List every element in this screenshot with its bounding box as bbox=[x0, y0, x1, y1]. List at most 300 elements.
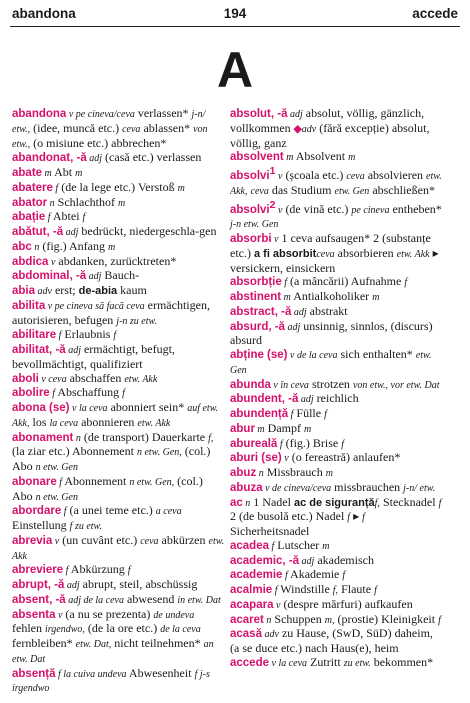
dictionary-entry bbox=[12, 269, 225, 284]
dictionary-entry bbox=[230, 613, 443, 628]
headword: abureală bbox=[230, 437, 278, 450]
translation: reichlich bbox=[313, 391, 359, 406]
headword: abandona bbox=[12, 108, 67, 120]
grammar-note: von etw., bbox=[12, 123, 208, 150]
headword: abrupt, -ă bbox=[12, 579, 65, 591]
headword: abundență bbox=[230, 408, 289, 420]
headword: abundent, -ă bbox=[230, 393, 299, 406]
translation: entheben* bbox=[389, 201, 442, 216]
dictionary-entry bbox=[230, 539, 443, 554]
grammar-note: m bbox=[372, 292, 380, 303]
grammar-note: n bbox=[242, 497, 251, 509]
translation: Abt bbox=[51, 165, 76, 179]
translation: abrupt, steil, abschüssig bbox=[79, 577, 198, 591]
dictionary-entry bbox=[12, 475, 225, 505]
translation: Bauch- bbox=[101, 268, 140, 283]
dictionary-entry bbox=[230, 437, 443, 452]
headword: abație bbox=[12, 211, 46, 224]
translation: (prostie) Kleinigkeit bbox=[334, 611, 439, 626]
dictionary-entry bbox=[12, 107, 225, 151]
translation: fernbleiben* bbox=[12, 636, 76, 650]
translation: abschaffen bbox=[66, 370, 125, 385]
translation: erst; bbox=[51, 283, 79, 297]
dictionary-entry bbox=[12, 166, 225, 181]
grammar-note: ceva bbox=[346, 171, 365, 182]
grammar-note: a ceva bbox=[155, 506, 182, 518]
homonym-number: 2 bbox=[269, 198, 276, 211]
grammar-note: m, bbox=[324, 614, 335, 626]
translation: Abwesenheit bbox=[126, 665, 195, 680]
grammar-note: de la ceva bbox=[160, 624, 201, 636]
translation: Schuppen bbox=[271, 611, 325, 626]
translation: 1 ceva aufsaugen* 2 (substanțe etc.) bbox=[230, 231, 431, 260]
grammar-note: ceva bbox=[122, 123, 141, 135]
headword: absență bbox=[12, 667, 56, 680]
grammar-note: adj bbox=[64, 580, 80, 591]
grammar-note: m bbox=[117, 197, 126, 209]
grammar-note: f bbox=[404, 277, 408, 289]
headword: acaret bbox=[230, 613, 264, 626]
grammar-note: f bbox=[288, 409, 294, 420]
grammar-note: etw. Dat, bbox=[75, 639, 112, 650]
grammar-note: f bbox=[45, 212, 51, 224]
translation: (a unei teme etc.) bbox=[66, 503, 156, 518]
grammar-note: v de la ceva bbox=[287, 350, 338, 361]
grammar-note: etw. Akk bbox=[12, 535, 225, 562]
headword: abține (se) bbox=[230, 349, 288, 361]
grammar-note: n etw. Gen bbox=[35, 462, 78, 473]
grammar-note: adj bbox=[298, 394, 314, 406]
translation: missbrauchen bbox=[331, 479, 404, 494]
grammar-note: f bbox=[127, 565, 131, 577]
grammar-note: f bbox=[341, 438, 345, 450]
translation: Absolvent bbox=[293, 149, 349, 164]
grammar-note: v bbox=[52, 535, 60, 547]
headword: abilita bbox=[12, 299, 46, 312]
grammar-note: v bbox=[275, 204, 283, 216]
translation: Akademie bbox=[287, 567, 343, 582]
grammar-note: auf etw. Akk, bbox=[12, 403, 219, 429]
headword: acapara bbox=[230, 598, 274, 611]
grammar-note: m bbox=[283, 152, 294, 164]
grammar-note: ceva bbox=[316, 248, 335, 260]
translation: das Studium bbox=[268, 182, 335, 197]
grammar-note: f, bbox=[332, 585, 339, 596]
headword: abatere bbox=[12, 181, 53, 194]
example-phrase: ac de siguranță bbox=[293, 496, 375, 509]
grammar-note: m bbox=[177, 182, 185, 194]
grammar-note: n bbox=[263, 614, 272, 626]
headword: abilitare bbox=[12, 329, 57, 342]
grammar-note: v la ceva bbox=[269, 657, 308, 669]
translation: Sicherheitsnadel bbox=[230, 524, 310, 538]
grammar-note: adv bbox=[301, 123, 317, 135]
grammar-note: etw. Gen bbox=[230, 350, 432, 376]
translation: (a mâncării) Aufnahme bbox=[287, 274, 405, 289]
grammar-note: f j-s irgendwo bbox=[12, 668, 210, 695]
translation: (col.) Abo bbox=[12, 444, 211, 473]
translation: abwesend bbox=[124, 591, 178, 606]
grammar-note: f bbox=[49, 388, 55, 400]
grammar-note: f bbox=[52, 182, 59, 194]
grammar-note: f bbox=[122, 388, 125, 400]
translation: absorbieren bbox=[334, 245, 397, 260]
grammar-note: v pe cineva/ceva bbox=[66, 109, 135, 120]
grammar-note: adj bbox=[284, 321, 301, 333]
dictionary-entry bbox=[12, 240, 225, 255]
translation: Abonnement bbox=[62, 473, 130, 488]
header-first-word: abandona bbox=[12, 6, 76, 21]
grammar-note: n bbox=[256, 468, 264, 479]
grammar-note: adj de la ceva bbox=[65, 594, 124, 606]
grammar-note: in etw. Dat bbox=[177, 594, 221, 606]
grammar-note: n etw. Gen bbox=[35, 491, 78, 503]
grammar-note: v bbox=[275, 171, 283, 182]
dictionary-entry bbox=[12, 343, 225, 372]
translation: (col.) Abo bbox=[12, 473, 203, 503]
translation: Fülle bbox=[293, 406, 325, 420]
headword: abur bbox=[230, 422, 255, 435]
grammar-note: an etw. Dat bbox=[12, 639, 214, 665]
headword: absorbție bbox=[230, 276, 282, 289]
headword: abdominal, -ă bbox=[12, 270, 87, 283]
grammar-note: n bbox=[73, 432, 81, 444]
dictionary-entry bbox=[12, 593, 225, 608]
translation: los bbox=[29, 414, 50, 429]
headword: abona (se) bbox=[12, 402, 70, 414]
translation: (fig.) Anfang bbox=[39, 238, 108, 253]
dictionary-entry bbox=[12, 563, 225, 578]
grammar-note: v la ceva bbox=[69, 403, 108, 414]
header-rule bbox=[10, 26, 460, 27]
headword: abrevia bbox=[12, 534, 53, 547]
grammar-note: adj bbox=[65, 345, 81, 356]
translation: Dampf bbox=[264, 420, 304, 435]
translation: (la ziar etc.) Abonnement bbox=[12, 444, 137, 459]
translation: abstrakt bbox=[306, 303, 348, 318]
headword: abuza bbox=[230, 481, 263, 494]
grammar-note: etw. Akk, bbox=[230, 171, 442, 197]
grammar-note: m bbox=[322, 540, 330, 552]
translation: Stecknadel bbox=[379, 494, 439, 509]
dictionary-entry bbox=[230, 320, 443, 349]
grammar-note: m bbox=[325, 468, 333, 479]
translation: Abtei bbox=[50, 209, 83, 224]
grammar-note: etw. Akk bbox=[137, 417, 171, 429]
headword: accede bbox=[230, 656, 270, 669]
headword: abc bbox=[12, 240, 32, 253]
grammar-note: adj bbox=[63, 227, 79, 238]
grammar-note: j-n/ etw., bbox=[12, 109, 206, 135]
translation: kaum bbox=[117, 283, 147, 297]
grammar-note: adv bbox=[261, 629, 279, 641]
dictionary-entry bbox=[230, 290, 443, 305]
headword: abordare bbox=[12, 505, 62, 518]
grammar-note: m bbox=[348, 152, 356, 164]
dictionary-entry bbox=[230, 466, 443, 481]
translation: absolvieren bbox=[364, 168, 427, 182]
grammar-note: la ceva bbox=[49, 417, 79, 429]
grammar-note: f bbox=[269, 540, 275, 552]
dictionary-entry bbox=[230, 568, 443, 583]
translation: (a nu se prezenta) bbox=[62, 606, 154, 621]
translation: Schlachthof bbox=[54, 194, 118, 209]
grammar-note: v bbox=[281, 453, 289, 465]
dictionary-entry bbox=[230, 150, 443, 165]
grammar-note: adj bbox=[287, 109, 303, 120]
dictionary-entry bbox=[230, 451, 443, 466]
dictionary-entry bbox=[12, 401, 225, 431]
dictionary-entry bbox=[12, 431, 225, 475]
translation: (de transport) Dauerkarte bbox=[80, 429, 209, 444]
dictionary-entry bbox=[12, 210, 225, 225]
translation: (fără excepție) absolut, völlig, ganz bbox=[230, 120, 430, 150]
grammar-note: v pe cineva să facă ceva bbox=[45, 300, 145, 312]
dictionary-entry bbox=[12, 386, 225, 401]
translation: bekommen* bbox=[370, 654, 434, 669]
grammar-note: f bbox=[281, 277, 288, 289]
homonym-number: 1 bbox=[269, 165, 276, 177]
translation: nicht teilnehmen* bbox=[111, 636, 204, 650]
translation: unsinnig, sinnlos, (discurs) absurd bbox=[230, 318, 433, 348]
grammar-note: etw. Akk bbox=[396, 248, 430, 260]
grammar-note: n bbox=[47, 197, 55, 209]
grammar-note: von etw., vor etw. Dat bbox=[352, 379, 440, 391]
translation: (o fereastră) anlaufen* bbox=[288, 450, 401, 465]
grammar-note: f bbox=[324, 409, 327, 420]
grammar-note: m bbox=[281, 292, 291, 303]
dictionary-entry bbox=[12, 299, 225, 329]
dictionary-entry bbox=[230, 348, 443, 378]
translation: (de la ore etc.) bbox=[84, 621, 161, 636]
translation: sich enthalten* bbox=[337, 347, 416, 361]
grammar-note: f bbox=[438, 497, 442, 509]
translation: strotzen bbox=[308, 376, 353, 391]
translation: abonnieren bbox=[78, 414, 138, 429]
headword: abator bbox=[12, 196, 48, 209]
grammar-note: m bbox=[42, 168, 52, 179]
left-column bbox=[12, 107, 225, 696]
translation: abdanken, zurücktreten* bbox=[55, 253, 177, 268]
translation: versickern, einsickern bbox=[230, 260, 336, 275]
grammar-note: adj bbox=[86, 153, 103, 165]
grammar-note: irgendwo, bbox=[44, 624, 85, 636]
translation: Abschaffung bbox=[55, 385, 123, 400]
translation: (de vină etc.) bbox=[282, 201, 352, 216]
grammar-note: f bbox=[438, 614, 441, 626]
headword: academie bbox=[230, 569, 283, 582]
grammar-note: f bbox=[362, 512, 365, 524]
translation: Abkürzung bbox=[68, 562, 128, 577]
grammar-note: n etw. Gen, bbox=[129, 476, 175, 488]
grammar-note: adj bbox=[86, 271, 102, 283]
headword: abdica bbox=[12, 255, 49, 268]
grammar-note: f bbox=[63, 565, 69, 577]
grammar-note: f bbox=[56, 330, 62, 342]
grammar-note: f bbox=[277, 438, 283, 450]
dictionary-entry bbox=[230, 232, 443, 275]
dictionary-entry bbox=[230, 107, 443, 150]
section-letter: A bbox=[216, 42, 254, 98]
grammar-note: v bbox=[55, 609, 63, 621]
headword: abătut, -ă bbox=[12, 226, 64, 238]
dictionary-entry bbox=[230, 481, 443, 496]
grammar-note: f, bbox=[208, 432, 214, 444]
headword: abuz bbox=[230, 467, 257, 479]
headword: abilitat, -ă bbox=[12, 344, 66, 356]
dictionary-entry bbox=[230, 583, 443, 598]
headword: absurd, -ă bbox=[230, 320, 285, 333]
headword: abandonat, -ă bbox=[12, 152, 87, 165]
dictionary-entry bbox=[12, 284, 225, 299]
dictionary-entry bbox=[12, 181, 225, 196]
dictionary-entry bbox=[230, 598, 443, 613]
translation: Erlaubnis bbox=[61, 327, 114, 342]
headword: aboli bbox=[12, 372, 39, 385]
dictionary-entry bbox=[230, 165, 443, 199]
dictionary-entry bbox=[230, 422, 443, 437]
grammar-note: adv bbox=[35, 286, 52, 297]
grammar-note: m bbox=[254, 423, 265, 435]
dictionary-entry bbox=[230, 496, 443, 539]
grammar-note: j-n zu etw. bbox=[116, 315, 157, 327]
dictionary-entry bbox=[12, 196, 225, 211]
example-phrase: de-abia bbox=[78, 285, 118, 297]
grammar-note: ceva bbox=[140, 535, 159, 547]
headword: abunda bbox=[230, 378, 271, 391]
translation: ermächtigen, autorisieren, befugen bbox=[12, 297, 210, 327]
headword: absolvi bbox=[230, 170, 270, 182]
grammar-note: pe cineva bbox=[351, 204, 390, 216]
grammar-note: etw. Akk bbox=[124, 373, 158, 385]
translation: absolut, völlig, gänzlich, vollkommen bbox=[230, 106, 425, 135]
translation: 1 Nadel bbox=[250, 494, 294, 509]
translation: bedrückt, niedergeschla-gen bbox=[78, 224, 217, 238]
translation: (despre mărfuri) aufkaufen bbox=[280, 596, 413, 611]
grammar-note: f bbox=[347, 512, 351, 524]
grammar-note: f bbox=[272, 585, 278, 596]
dictionary-entry bbox=[12, 255, 225, 270]
headword: ac bbox=[230, 496, 243, 509]
translation: abonniert sein* bbox=[107, 400, 188, 414]
headword: academic, -ă bbox=[230, 554, 300, 567]
translation: ▸ bbox=[350, 509, 363, 524]
dictionary-entry bbox=[230, 305, 443, 320]
dictionary-entry bbox=[12, 667, 225, 697]
grammar-note: f bbox=[342, 570, 346, 582]
header-last-word: accede bbox=[412, 6, 458, 21]
headword: aburi (se) bbox=[230, 452, 282, 465]
diamond-icon: ◆ bbox=[293, 122, 302, 135]
headword: abstinent bbox=[230, 291, 282, 303]
dictionary-entry bbox=[230, 627, 443, 656]
grammar-note: m bbox=[75, 168, 83, 179]
dictionary-entry bbox=[230, 275, 443, 290]
dictionary-entry bbox=[12, 151, 225, 166]
translation: ablassen* bbox=[140, 120, 194, 135]
translation: (fig.) Brise bbox=[282, 435, 342, 450]
grammar-note: f bbox=[282, 570, 288, 582]
grammar-note: de undeva bbox=[153, 609, 195, 621]
translation: Zutritt bbox=[307, 654, 344, 669]
dictionary-entry bbox=[12, 328, 225, 343]
translation: Windstille bbox=[277, 582, 333, 596]
grammar-note: f la cuiva undeva bbox=[55, 668, 127, 680]
translation: abschließen* bbox=[369, 182, 435, 197]
headword: absolvent bbox=[230, 151, 284, 164]
grammar-note: f bbox=[113, 330, 117, 342]
translation: 2 (de busolă etc.) Nadel bbox=[230, 509, 348, 524]
headword: abonament bbox=[12, 431, 74, 444]
grammar-note: f bbox=[61, 506, 67, 518]
dictionary-entry bbox=[230, 199, 443, 233]
dictionary-entry bbox=[12, 372, 225, 387]
grammar-note: zu etw. bbox=[343, 657, 371, 669]
translation: (o misiune etc.) abbrechen* bbox=[30, 135, 167, 150]
translation: (de la lege etc.) Verstoß bbox=[58, 179, 178, 194]
headword: abate bbox=[12, 167, 43, 179]
headword: abreviere bbox=[12, 564, 64, 577]
dictionary-entry bbox=[12, 608, 225, 667]
headword: absorbi bbox=[230, 233, 272, 245]
grammar-note: n etw. Gen, bbox=[136, 447, 182, 459]
grammar-note: f bbox=[374, 585, 377, 596]
headword: abstract, -ă bbox=[230, 305, 292, 318]
translation: Einstellung bbox=[12, 518, 70, 532]
headword: abonare bbox=[12, 475, 57, 488]
grammar-note: ceva bbox=[250, 185, 269, 197]
translation: (casă etc.) verlassen bbox=[102, 150, 202, 165]
headword: absenta bbox=[12, 608, 56, 621]
dictionary-entry bbox=[230, 656, 443, 671]
grammar-note: f bbox=[56, 476, 63, 488]
grammar-note: adj bbox=[299, 555, 315, 567]
translation: (idee, muncă etc.) bbox=[30, 120, 123, 135]
dictionary-entry bbox=[12, 534, 225, 564]
grammar-note: etw. Gen bbox=[334, 185, 370, 197]
grammar-note: f bbox=[82, 212, 86, 224]
grammar-note: j-n/ etw. bbox=[403, 482, 436, 494]
grammar-note: v de cineva/ceva bbox=[262, 482, 332, 494]
translation: fehlen bbox=[12, 621, 45, 636]
translation: verlassen* bbox=[134, 106, 192, 120]
right-column bbox=[230, 107, 443, 671]
dictionary-entry bbox=[230, 407, 443, 422]
headword: acasă bbox=[230, 628, 262, 641]
translation: Antialkoholiker bbox=[290, 289, 373, 303]
dictionary-entry bbox=[230, 554, 443, 569]
headword: absent, -ă bbox=[12, 593, 66, 606]
grammar-note: j-n etw. Gen bbox=[230, 219, 279, 231]
translation: zu Hause, (SwD, SüD) daheim, (a se duce etc.) nach Haus(e), heim bbox=[230, 626, 433, 655]
grammar-note: m bbox=[303, 423, 312, 435]
headword: abia bbox=[12, 285, 36, 297]
translation: akademisch bbox=[314, 552, 374, 567]
headword: abolire bbox=[12, 387, 50, 400]
grammar-note: m bbox=[107, 241, 116, 253]
translation: ▸ bbox=[429, 245, 439, 260]
grammar-note: v bbox=[271, 234, 279, 245]
grammar-note: adj bbox=[291, 306, 307, 318]
headword: absolut, -ă bbox=[230, 108, 288, 120]
grammar-note: v bbox=[48, 256, 56, 268]
grammar-note: f zu etw. bbox=[69, 521, 102, 532]
grammar-note: v bbox=[273, 599, 281, 611]
dictionary-entry bbox=[12, 578, 225, 593]
grammar-note: v în ceva bbox=[270, 379, 309, 391]
translation: abkürzen bbox=[158, 532, 209, 547]
translation: (un cuvânt etc.) bbox=[59, 532, 141, 547]
